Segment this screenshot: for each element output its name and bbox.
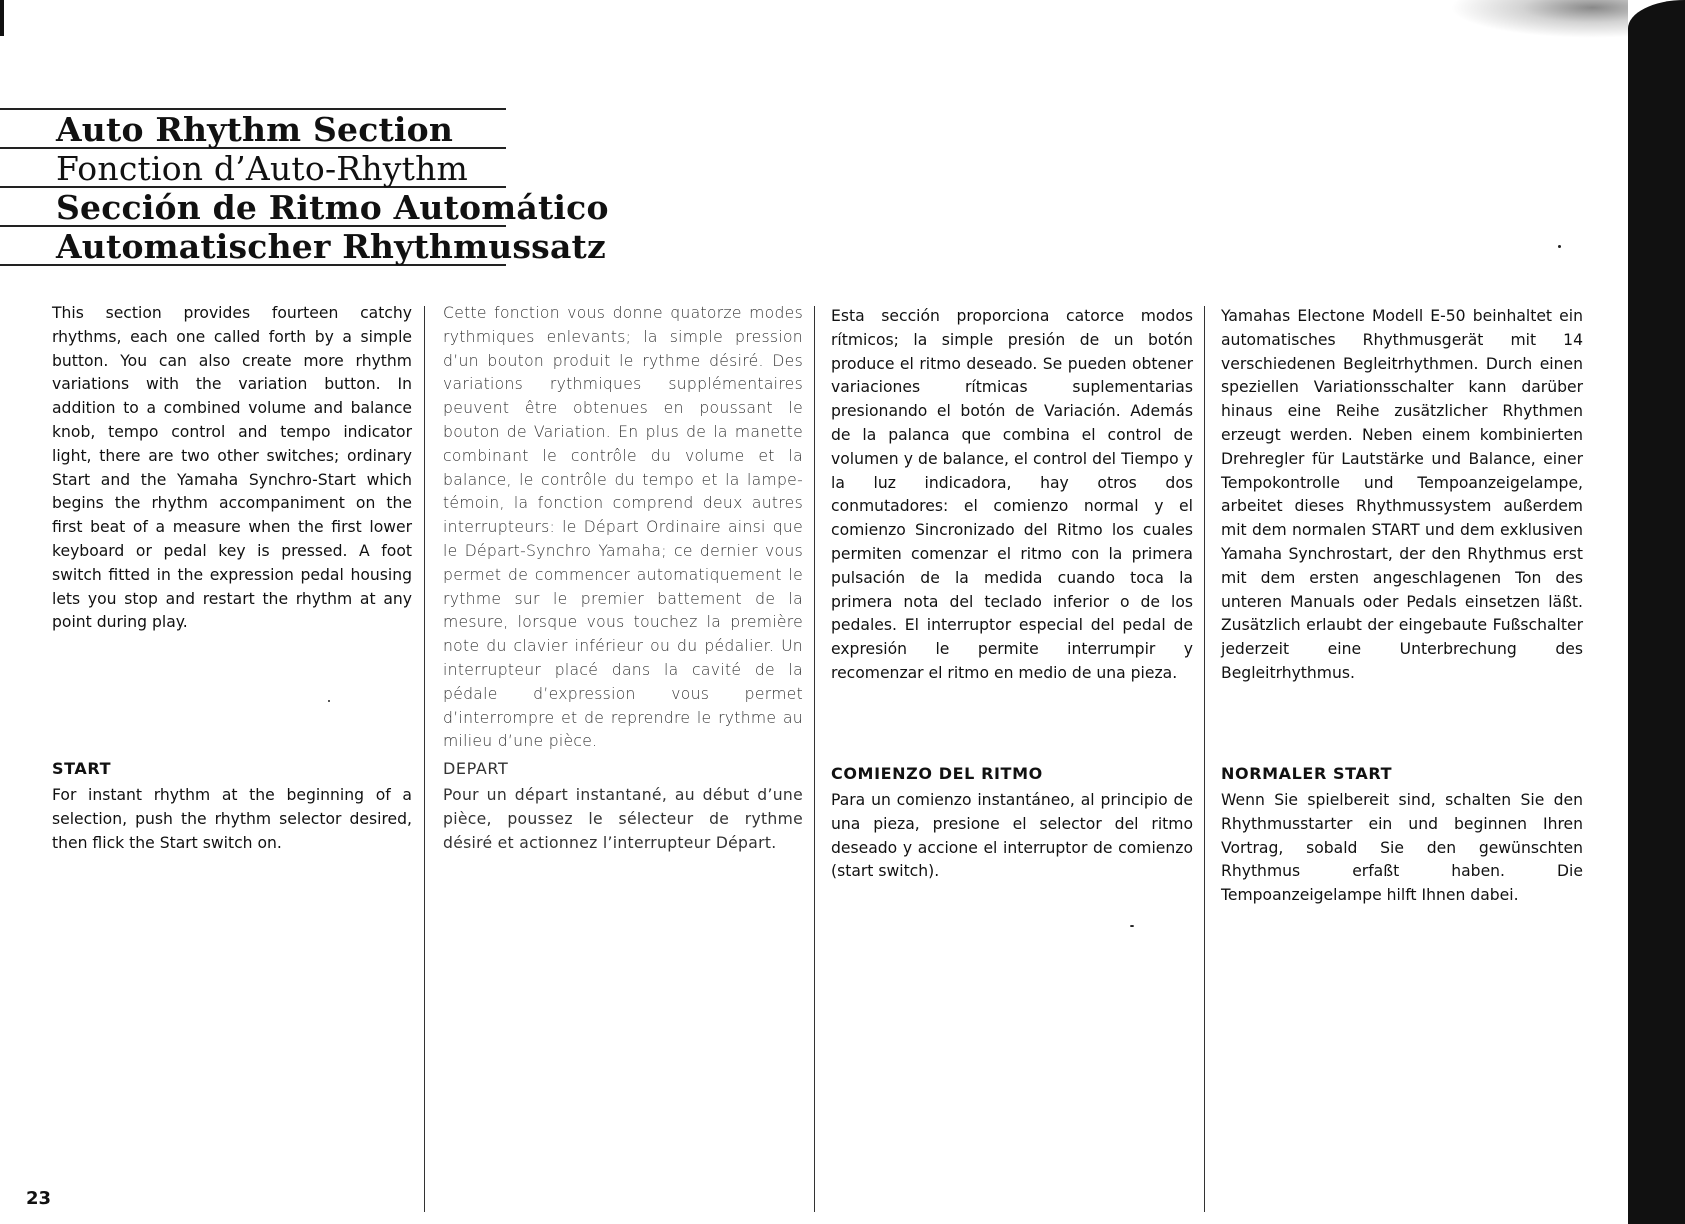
subsection-text: Para un comienzo instantáneo, al principio de una pieza, presione el selector del ritmo deseado y accione el interruptor de comienzo (start switch).	[831, 791, 1193, 881]
normaler-start-section	[1221, 763, 1583, 908]
intro-paragraph: Cette fonction vous donne quatorze modes rythmiques enlevants; la simple pression d’un bouton produit le rythme désiré. Des variations rythmiques supplémentaires peuvent être obtenues en poussant le bouton de Variation. En plus de la manette combinant le contrôle du volume et la balance, le contrôle du tempo et la lampe-témoin, la fonction comprend deux autres interrupteurs: le Départ Ordinaire ainsi que le Départ-Synchro Yamaha; ce dernier vous permet de commencer automatiquement le rythme sur le premier battement de la mesure, lorsque vous touchez la première note du clavier inférieur ou du pédalier. Un interrupteur placé dans la cavité de la pédale d’expression vous permet d’interrompre et de reprendre le rythme au milieu d’une pièce.	[443, 304, 803, 751]
scan-smudge	[1450, 0, 1628, 38]
subheading: START	[52, 759, 112, 778]
page-edge-shadow	[1628, 0, 1685, 1224]
section-title-block	[0, 108, 609, 266]
column-divider	[424, 306, 425, 1212]
scan-speck	[1130, 925, 1134, 927]
depart-section	[443, 758, 803, 855]
column-divider	[1204, 306, 1205, 1212]
column-french	[443, 302, 803, 852]
start-section	[52, 758, 412, 855]
subsection-text: For instant rhythm at the beginning of a selection, push the rhythm selector desired, then flick the Start switch on.	[52, 786, 412, 852]
title-spanish: Sección de Ritmo Automático	[0, 186, 506, 225]
title-german: Automatischer Rhythmussatz	[0, 225, 506, 264]
title-french: Fonction d’Auto-Rhythm	[0, 147, 506, 186]
subsection-text: Pour un départ instantané, au début d’une pièce, poussez le sélecteur de rythme désiré et actionnez l’interrupteur Départ.	[443, 786, 803, 852]
scan-speck	[328, 700, 330, 702]
subheading: COMIENZO DEL RITMO	[831, 764, 1043, 783]
column-german	[1221, 305, 1583, 905]
intro-paragraph: This section provides fourteen catchy rhythms, each one called forth by a simple button. You can also create more rhythm variations with the variation button. In addition to a combined volume and balance knob, tempo control and tempo indicator light, there are two other switches; ordinary Start and the Yamaha Synchro-Start which begins the rhythm accompaniment on the first beat of a measure when the first lower keyboard or pedal key is pressed. A foot switch fitted in the expression pedal housing lets you stop and restart the rhythm at any point during play.	[52, 304, 412, 632]
subsection-text: Wenn Sie spielbereit sind, schalten Sie den Rhythmusstarter ein und beginnen Ihren Vortrag, sobald Sie den gewünschten Rhythmus erfaßt haben. Die Tempoanzeigelampe hilft Ihnen dabei.	[1221, 791, 1583, 905]
subheading: NORMALER START	[1221, 764, 1393, 783]
page-number: 23	[26, 1188, 52, 1209]
column-english	[52, 302, 412, 852]
column-spanish	[831, 305, 1193, 881]
column-divider	[814, 306, 815, 1212]
intro-paragraph: Yamahas Electone Modell E-50 beinhaltet ein automatisches Rhythmusgerät mit 14 verschiedenen Begleitrhythmen. Durch einen speziellen Variationsschalter kann darüber hinaus eine Reihe zusätzlicher Rhythmen erzeugt werden. Neben einem kombinierten Drehregler für Lautstärke und Balance, einer Tempokontrolle und Tempoanzeigelampe, arbeitet dieses Rhythmussystem außerdem mit dem normalen START und dem exklusiven Yamaha Synchrostart, der den Rhythmus erst mit dem ersten angeschlagenen Ton des unteren Manuals oder Pedals einsetzen läßt. Zusätzlich erlaubt der eingebaute Fußschalter jederzeit eine Unterbrechung des Begleitrhythmus.	[1221, 307, 1583, 682]
comienzo-section	[831, 763, 1193, 884]
binding-mark	[0, 0, 4, 36]
intro-paragraph: Esta sección proporciona catorce modos rítmicos; la simple presión de un botón produce el ritmo deseado. Se pueden obtener variaciones rítmicas suplementarias presionando el botón de Variación. Además de la palanca que combina el control de volumen y de balance, el control del Tiempo y la luz indicadora, hay otros dos conmutadores: el comienzo normal y el comienzo Sincronizado del Ritmo los cuales permiten comenzar el ritmo con la primera pulsación de la medida cuando toca la primera nota del teclado inferior o de los pedales. El interruptor especial del pedal de expresión le permite interrumpir y recomenzar el ritmo en medio de una pieza.	[831, 307, 1193, 682]
subheading: DEPART	[443, 759, 509, 778]
scan-speck	[1558, 245, 1561, 248]
title-english: Auto Rhythm Section	[0, 108, 506, 147]
